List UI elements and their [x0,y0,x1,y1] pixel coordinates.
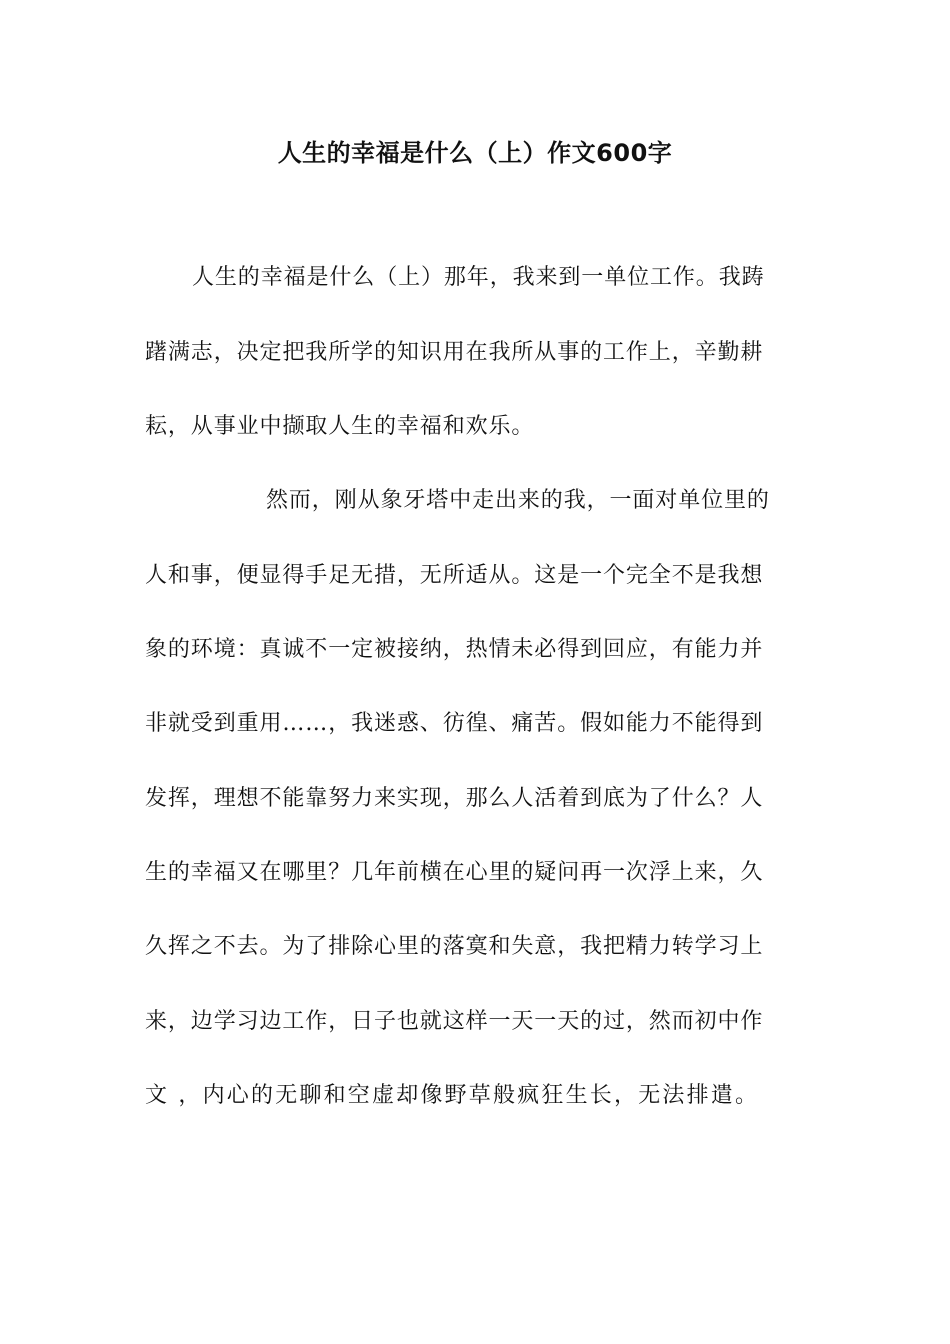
paragraph-line: 生的幸福又在哪里？几年前横在心里的疑问再一次浮上来，久 [145,860,764,885]
paragraph-line: 然而，刚从象牙塔中走出来的我，一面对单位里的 [266,488,770,513]
paragraph-line: 非就受到重用……，我迷惑、彷徨、痛苦。假如能力不能得到 [145,711,764,736]
paragraph-line: 躇满志，决定把我所学的知识用在我所从事的工作上，辛勤耕 [145,340,764,365]
document-title: 人生的幸福是什么（上）作文600字 [277,139,673,167]
paragraph-line: 象的环境：真诚不一定被接纳，热情未必得到回应，有能力并 [145,637,764,662]
paragraph-line: 文 ，内心的无聊和空虚却像野草般疯狂生长，无法排遣。 [145,1083,760,1108]
paragraph-line: 发挥，理想不能靠努力来实现，那么人活着到底为了什么？人 [145,786,764,811]
paragraph-line: 人生的幸福是什么（上）那年，我来到一单位工作。我踌 [192,265,765,290]
paragraph-line: 人和事，便显得手足无措，无所适从。这是一个完全不是我想 [145,563,764,588]
paragraph-line: 久挥之不去。为了排除心里的落寞和失意，我把精力转学习上 [145,934,764,959]
paragraph-line: 耘，从事业中撷取人生的幸福和欢乐。 [145,414,535,439]
paragraph-line: 来，边学习边工作，日子也就这样一天一天的过，然而初中作 [145,1009,764,1034]
